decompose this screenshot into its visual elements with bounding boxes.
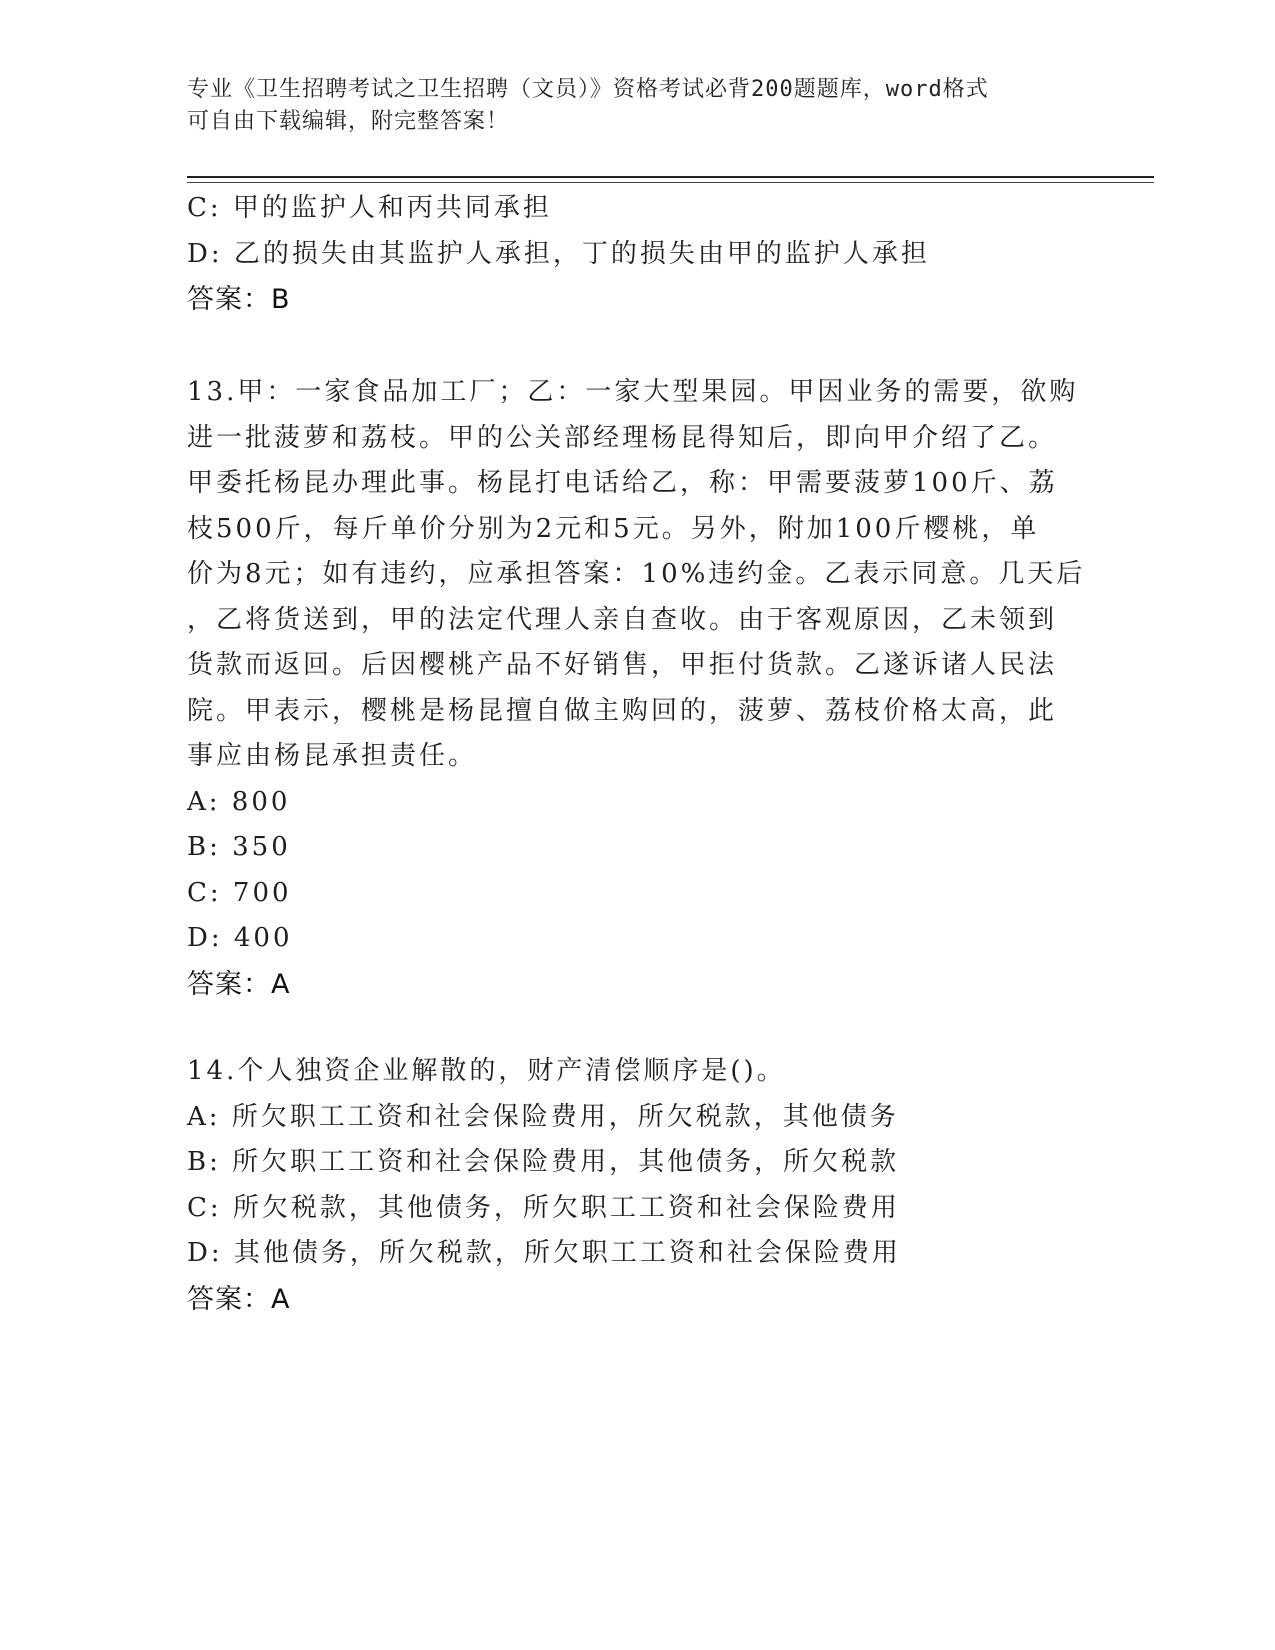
header-title-line-1: 专业《卫生招聘考试之卫生招聘（文员）》资格考试必背200题题库，word格式	[187, 77, 989, 102]
question-stem-line: 进一批菠萝和荔枝。甲的公关部经理杨昆得知后，即向甲介绍了乙。	[187, 422, 1058, 453]
question-stem-line: 甲委托杨昆办理此事。杨昆打电话给乙，称：甲需要菠萝100斤、荔	[187, 468, 1058, 498]
question-12-tail	[187, 186, 1087, 323]
option-d: D: 其他债务，所欠税款，所欠职工工资和社会保险费用	[187, 1238, 901, 1268]
question-stem-line: 13.甲：一家食品加工厂；乙：一家大型果园。甲因业务的需要，欲购	[187, 377, 1079, 407]
question-stem-line: 院。甲表示，樱桃是杨昆擅自做主购回的，菠萝、荔枝价格太高，此	[187, 695, 1058, 726]
question-14	[187, 1049, 1087, 1322]
answer-line: 答案：A	[187, 968, 291, 1000]
header-title-line-2: 可自由下载编辑，附完整答案！	[187, 109, 510, 134]
header-divider-thin	[187, 182, 1154, 183]
option-a: A: 所欠职工工资和社会保险费用，所欠税款，其他债务	[187, 1101, 899, 1132]
option-c: C: 所欠税款，其他债务，所欠职工工资和社会保险费用	[187, 1192, 900, 1223]
question-stem-line: 枝500斤，每斤单价分别为2元和5元。另外，附加100斤樱桃，单	[187, 513, 1040, 544]
question-stem-line: 14.个人独资企业解散的，财产清偿顺序是()。	[187, 1056, 786, 1086]
answer-line: 答案：B	[187, 284, 291, 315]
option-c: C: 700	[187, 877, 292, 908]
option-d: D: 乙的损失由其监护人承担，丁的损失由甲的监护人承担	[187, 238, 930, 269]
question-stem-line: 货款而返回。后因樱桃产品不好销售，甲拒付货款。乙遂诉诸人民法	[187, 650, 1058, 680]
option-b: B: 所欠职工工资和社会保险费用，其他债务，所欠税款	[187, 1147, 900, 1177]
answer-line: 答案：A	[187, 1283, 291, 1315]
option-a: A: 800	[187, 786, 291, 817]
header-divider-thick	[187, 176, 1154, 178]
option-b: B: 350	[187, 832, 291, 862]
option-d: D: 400	[187, 923, 293, 953]
question-stem-line: 事应由杨昆承担责任。	[187, 741, 478, 771]
document-header	[187, 74, 1067, 138]
option-c: C: 甲的监护人和丙共同承担	[187, 193, 552, 223]
question-13	[187, 370, 1087, 1007]
question-stem-line: 价为8元；如有违约，应承担答案：10%违约金。乙表示同意。几天后	[187, 559, 1086, 589]
question-stem-line: ，乙将货送到，甲的法定代理人亲自查收。由于客观原因，乙未领到	[187, 604, 1058, 635]
